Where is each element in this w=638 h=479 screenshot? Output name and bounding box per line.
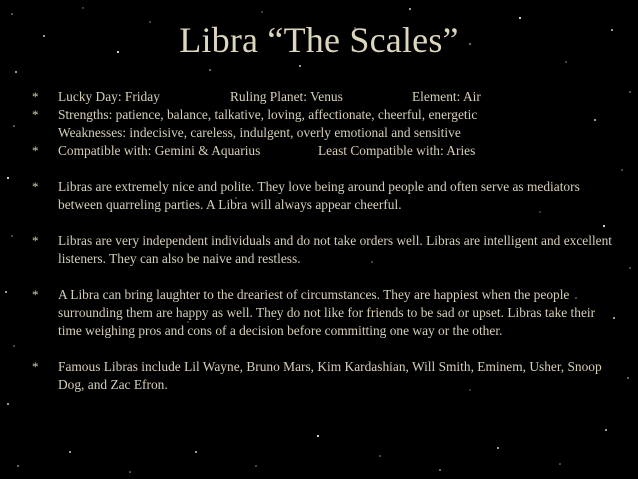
spacer <box>22 340 622 358</box>
paragraph-text: Libras are very independent individuals and do not take orders well. Libras are intelligent and excellent listeners. They can also be naive and restless. <box>58 233 613 266</box>
facts-row-1 <box>22 88 622 106</box>
paragraph-text: Famous Libras include Lil Wayne, Bruno Mars, Kim Kardashian, Will Smith, Eminem, Usher, Snoop Dog, and Zac Efron. <box>58 359 602 392</box>
bullet-marker: * <box>32 143 39 158</box>
bullet-marker: * <box>32 287 39 302</box>
slide-body <box>22 88 622 394</box>
bullet-marker: * <box>32 233 39 248</box>
slide-title: Libra “The Scales” <box>179 20 459 60</box>
paragraph-item <box>22 358 622 394</box>
strengths-text: Strengths: patience, balance, talkative, loving, affectionate, cheerful, energetic <box>58 107 478 122</box>
ruling-planet-text: Ruling Planet: Venus <box>230 89 343 104</box>
strengths-weaknesses-item <box>22 106 622 142</box>
bullet-marker: * <box>32 89 39 104</box>
paragraph-item <box>22 178 622 214</box>
lucky-day-text: Lucky Day: Friday <box>58 89 160 104</box>
spacer <box>22 160 622 178</box>
paragraph-item <box>22 286 622 340</box>
paragraph-text: Libras are extremely nice and polite. They love being around people and often serve as mediators between quarreling parties. A Libra will always appear cheerful. <box>58 179 580 212</box>
bullet-marker: * <box>32 359 39 374</box>
spacer <box>22 214 622 232</box>
spacer <box>22 268 622 286</box>
compatibility-item <box>22 142 622 160</box>
least-compatible-text: Least Compatible with: Aries <box>318 143 476 158</box>
paragraph-text: A Libra can bring laughter to the dreariest of circumstances. They are happiest when the people surrounding them are happy as well. They do not like for friends to be sad or upset. Libras take their time weighing pros and cons of a decision before committing one way or the other. <box>58 287 596 338</box>
weaknesses-text: Weaknesses: indecisive, careless, indulgent, overly emotional and sensitive <box>58 125 461 140</box>
element-text: Element: Air <box>412 89 481 104</box>
paragraph-item <box>22 232 622 268</box>
compatible-text: Compatible with: Gemini & Aquarius <box>58 143 261 158</box>
bullet-marker: * <box>32 107 39 122</box>
bullet-marker: * <box>32 179 39 194</box>
